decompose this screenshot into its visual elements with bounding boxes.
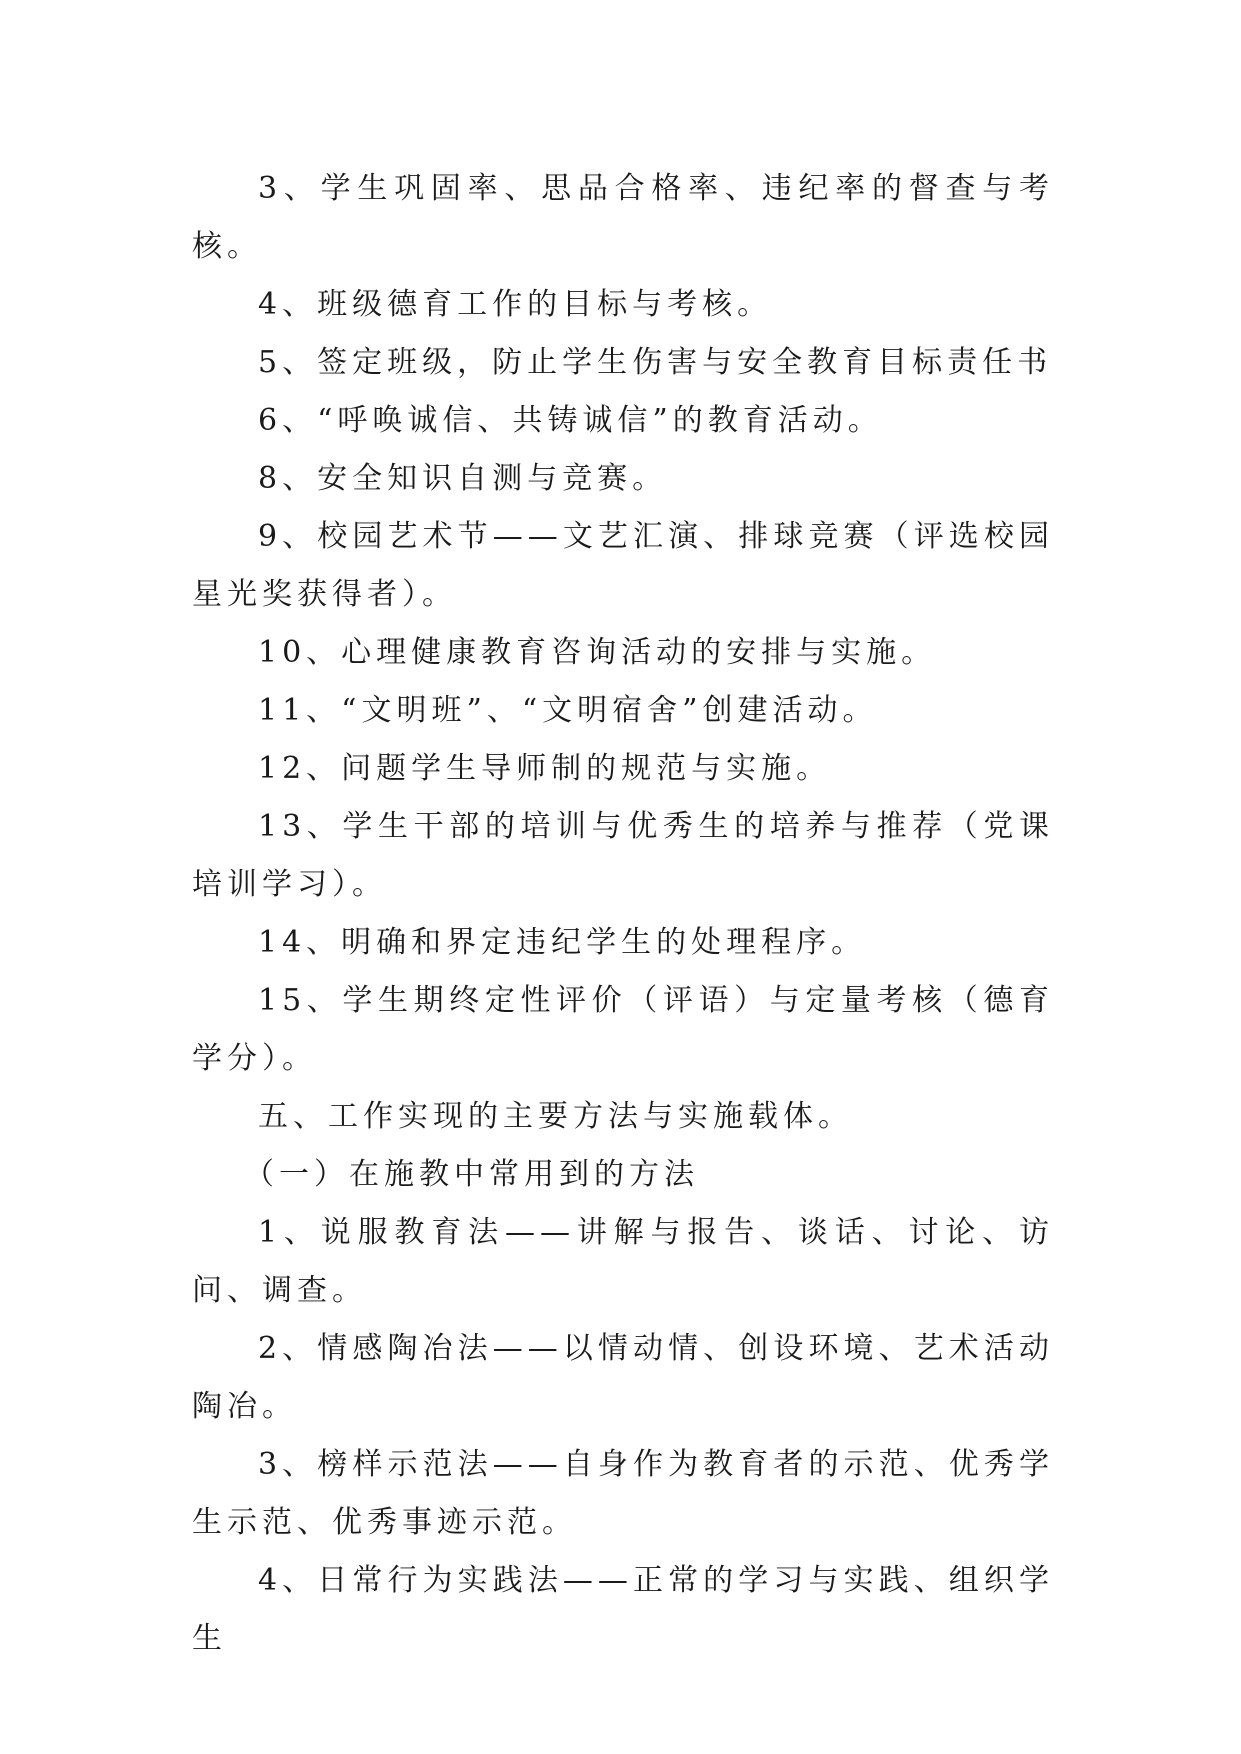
method-item-3: 3、榜样示范法——自身作为教育者的示范、优秀学生示范、优秀事迹示范。 (192, 1447, 1054, 1540)
method-item-1: 1、说服教育法——讲解与报告、谈话、讨论、访问、调查。 (192, 1215, 1054, 1308)
method-item-2: 2、情感陶冶法——以情动情、创设环境、艺术活动陶冶。 (192, 1331, 1054, 1424)
paragraph-item-12: 12、问题学生导师制的规范与实施。 (258, 751, 832, 786)
paragraph-item-15: 15、学生期终定性评价（评语）与定量考核（德育学分）。 (192, 983, 1054, 1076)
paragraph-item-3: 3、学生巩固率、思品合格率、违纪率的督查与考核。 (192, 171, 1054, 264)
paragraph-item-4: 4、班级德育工作的目标与考核。 (258, 287, 773, 322)
subsection-heading: （一）在施教中常用到的方法 (244, 1157, 699, 1192)
paragraph-item-5: 5、签定班级，防止学生伤害与安全教育目标责任书 (258, 345, 1053, 380)
section-heading: 五、工作实现的主要方法与实施载体。 (258, 1099, 853, 1134)
method-item-4: 4、日常行为实践法——正常的学习与实践、组织学生 (192, 1563, 1054, 1656)
document-body (192, 160, 1054, 1668)
paragraph-item-11: 11、“文明班”、“文明宿舍”创建活动。 (258, 693, 878, 728)
paragraph-item-9: 9、校园艺术节——文艺汇演、排球竞赛（评选校园星光奖获得者）。 (192, 519, 1054, 612)
paragraph-item-14: 14、明确和界定违纪学生的处理程序。 (258, 925, 867, 960)
paragraph-item-10: 10、心理健康教育咨询活动的安排与实施。 (258, 635, 937, 670)
paragraph-item-8: 8、安全知识自测与竞赛。 (258, 461, 668, 496)
paragraph-item-6: 6、“呼唤诚信、共铸诚信”的教育活动。 (258, 403, 883, 438)
paragraph-item-13: 13、学生干部的培训与优秀生的培养与推荐（党课培训学习）。 (192, 809, 1054, 902)
